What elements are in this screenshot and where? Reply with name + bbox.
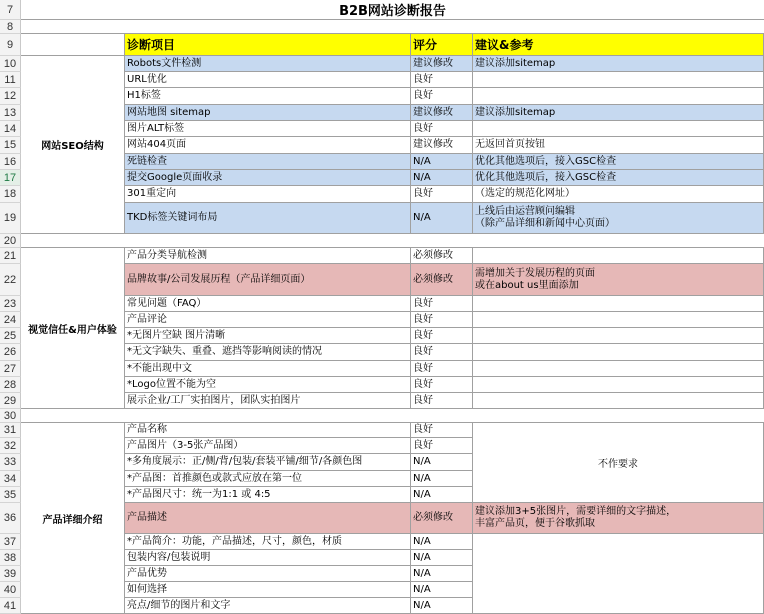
row-number[interactable]: 7 [0, 0, 21, 20]
score-cell[interactable]: 必须修改 [411, 248, 473, 264]
score-cell[interactable]: N/A [411, 550, 473, 566]
item-cell[interactable]: H1标签 [125, 88, 411, 105]
item-cell[interactable]: URL优化 [125, 72, 411, 88]
score-cell[interactable]: 良好 [411, 312, 473, 328]
item-cell[interactable]: 产品描述 [125, 503, 411, 534]
header-row [0, 34, 764, 56]
advice-cell[interactable]: 优化其他选项后，接入GSC检查 [473, 170, 764, 186]
row-number[interactable]: 26 [0, 344, 21, 361]
score-cell[interactable]: 必须修改 [411, 503, 473, 534]
advice-line: （除产品详细和新闻中心页面） [475, 218, 615, 229]
advice-cell[interactable] [473, 344, 764, 361]
score-cell[interactable]: 良好 [411, 361, 473, 377]
row-number[interactable]: 36 [0, 503, 21, 534]
item-cell[interactable]: 网站404页面 [125, 137, 411, 154]
score-cell[interactable]: N/A [411, 154, 473, 170]
score-cell[interactable]: N/A [411, 534, 473, 550]
advice-cell[interactable] [473, 264, 764, 296]
row-number[interactable]: 32 [0, 438, 21, 454]
advice-cell[interactable]: 无返回首页按钮 [473, 137, 764, 154]
header-score[interactable]: 评分 [411, 34, 473, 56]
advice-cell[interactable] [473, 393, 764, 409]
score-cell[interactable]: N/A [411, 598, 473, 614]
group-label-trust[interactable]: 视觉信任&用户体验 [21, 248, 125, 409]
advice-line: 上线后由运营顾问编辑 [475, 206, 575, 217]
row-number[interactable]: 34 [0, 471, 21, 487]
score-cell[interactable]: 良好 [411, 377, 473, 393]
item-cell[interactable]: *不能出现中文 [125, 361, 411, 377]
row-number[interactable]: 16 [0, 154, 21, 170]
row-number[interactable]: 30 [0, 409, 21, 423]
item-cell[interactable]: 包装内容/包装说明 [125, 550, 411, 566]
row-number[interactable]: 10 [0, 56, 21, 72]
item-cell[interactable]: 产品分类导航检测 [125, 248, 411, 264]
row-number[interactable]: 11 [0, 72, 21, 88]
row-number[interactable]: 13 [0, 105, 21, 121]
row-number[interactable]: 33 [0, 454, 21, 471]
score-cell[interactable]: 良好 [411, 186, 473, 203]
sheet-row [0, 20, 764, 34]
header-cell-empty[interactable] [21, 34, 125, 56]
group-label-seo[interactable]: 网站SEO结构 [21, 56, 125, 234]
advice-cell[interactable] [473, 328, 764, 344]
merged-empty-cell[interactable] [473, 534, 764, 614]
item-cell[interactable]: 网站地图 sitemap [125, 105, 411, 121]
score-cell[interactable]: 必须修改 [411, 264, 473, 296]
score-cell[interactable]: 良好 [411, 88, 473, 105]
score-cell[interactable]: 良好 [411, 438, 473, 454]
advice-line: 需增加关于发展历程的页面 [475, 267, 595, 279]
sheet-row [0, 234, 764, 248]
row-number[interactable]: 20 [0, 234, 21, 248]
score-cell[interactable]: N/A [411, 487, 473, 503]
advice-cell[interactable]: 建议添加sitemap [473, 56, 764, 72]
item-cell[interactable]: 产品评论 [125, 312, 411, 328]
item-cell[interactable]: *产品简介：功能，产品描述，尺寸，颜色，材质 [125, 534, 411, 550]
item-cell[interactable]: *无图片空缺 图片清晰 [125, 328, 411, 344]
sheet-row [0, 0, 764, 20]
row-number[interactable]: 12 [0, 88, 21, 105]
score-cell[interactable]: N/A [411, 203, 473, 234]
score-cell[interactable]: 良好 [411, 121, 473, 137]
advice-cell[interactable]: （选定的规范化网址） [473, 186, 764, 203]
advice-cell[interactable] [473, 361, 764, 377]
score-cell[interactable]: 良好 [411, 296, 473, 312]
score-cell[interactable]: 建议修改 [411, 137, 473, 154]
group-label-product[interactable]: 产品详细介绍 [21, 423, 125, 614]
empty-row[interactable] [21, 234, 764, 248]
row-number[interactable]: 37 [0, 534, 21, 550]
row-number[interactable]: 27 [0, 361, 21, 377]
row-number[interactable]: 39 [0, 566, 21, 582]
item-cell[interactable]: 品牌故事/公司发展历程（产品详细页面） [125, 264, 411, 296]
row-number[interactable]: 35 [0, 487, 21, 503]
item-cell[interactable]: *多角度展示：正/侧/背/包装/套装平铺/细节/各颜色图 [125, 454, 411, 471]
advice-line: 或在about us里面添加 [475, 279, 579, 291]
row-number[interactable]: 21 [0, 248, 21, 264]
row-number[interactable]: 14 [0, 121, 21, 137]
empty-row[interactable] [21, 20, 764, 34]
advice-cell[interactable] [473, 377, 764, 393]
score-cell[interactable]: N/A [411, 566, 473, 582]
item-cell[interactable]: 展示企业/工厂实拍图片，团队实拍图片 [125, 393, 411, 409]
item-cell[interactable]: *产品图尺寸：统一为1:1 或 4:5 [125, 487, 411, 503]
advice-cell[interactable] [473, 248, 764, 264]
row-number[interactable]: 22 [0, 264, 21, 296]
advice-cell[interactable]: 建议添加sitemap [473, 105, 764, 121]
item-cell[interactable]: 301重定向 [125, 186, 411, 203]
row-number[interactable]: 29 [0, 393, 21, 409]
advice-line: 建议添加3+5张图片，需要详细的文字描述， [475, 506, 677, 517]
score-cell[interactable]: N/A [411, 170, 473, 186]
merged-note-cell[interactable]: 不作要求 [473, 423, 764, 503]
item-cell[interactable]: *Logo位置不能为空 [125, 377, 411, 393]
empty-row[interactable] [21, 409, 764, 423]
row-number[interactable]: 24 [0, 312, 21, 328]
item-cell[interactable]: 如何选择 [125, 582, 411, 598]
advice-line: 丰富产品页，便于谷歌抓取 [475, 518, 595, 529]
advice-cell[interactable] [473, 72, 764, 88]
score-cell[interactable]: N/A [411, 582, 473, 598]
row-number[interactable]: 31 [0, 423, 21, 438]
item-cell[interactable]: *无文字缺失、重叠、遮挡等影响阅读的情况 [125, 344, 411, 361]
advice-cell[interactable] [473, 312, 764, 328]
row-number[interactable]: 15 [0, 137, 21, 154]
row-number[interactable]: 19 [0, 203, 21, 234]
row-number[interactable]: 23 [0, 296, 21, 312]
row-number[interactable]: 18 [0, 186, 21, 203]
advice-cell[interactable]: 优化其他选项后，接入GSC检查 [473, 154, 764, 170]
row-number[interactable]: 8 [0, 20, 21, 34]
item-cell[interactable]: 产品名称 [125, 423, 411, 438]
row-number[interactable]: 17 [0, 170, 21, 186]
score-cell[interactable]: 良好 [411, 393, 473, 409]
header-advice[interactable]: 建议&参考 [473, 34, 764, 56]
report-title[interactable]: B2B网站诊断报告 [21, 0, 764, 20]
advice-cell[interactable] [473, 296, 764, 312]
advice-cell[interactable] [473, 121, 764, 137]
score-cell[interactable]: N/A [411, 454, 473, 471]
row-number[interactable]: 25 [0, 328, 21, 344]
score-cell[interactable]: 良好 [411, 423, 473, 438]
advice-cell[interactable] [473, 203, 764, 234]
item-cell[interactable]: *产品图：首推颜色或款式应放在第一位 [125, 471, 411, 487]
advice-cell[interactable] [473, 88, 764, 105]
item-cell[interactable]: 图片ALT标签 [125, 121, 411, 137]
sheet-row [0, 409, 764, 423]
header-item[interactable]: 诊断项目 [125, 34, 411, 56]
item-cell[interactable]: 亮点/细节的图片和文字 [125, 598, 411, 614]
advice-cell[interactable] [473, 503, 764, 534]
score-cell[interactable]: N/A [411, 471, 473, 487]
row-number[interactable]: 40 [0, 582, 21, 598]
score-cell[interactable]: 建议修改 [411, 56, 473, 72]
item-cell[interactable]: 产品图片（3-5张产品图） [125, 438, 411, 454]
item-cell[interactable]: 提交Google页面收录 [125, 170, 411, 186]
item-cell[interactable]: 死链检查 [125, 154, 411, 170]
item-cell[interactable]: 产品优势 [125, 566, 411, 582]
score-cell[interactable]: 建议修改 [411, 105, 473, 121]
score-cell[interactable]: 良好 [411, 344, 473, 361]
row-number[interactable]: 28 [0, 377, 21, 393]
item-cell[interactable]: 常见问题（FAQ） [125, 296, 411, 312]
row-number[interactable]: 9 [0, 34, 21, 56]
item-cell[interactable]: TKD标签关键词布局 [125, 203, 411, 234]
score-cell[interactable]: 良好 [411, 328, 473, 344]
row-number[interactable]: 38 [0, 550, 21, 566]
score-cell[interactable]: 良好 [411, 72, 473, 88]
item-cell[interactable]: Robots文件检测 [125, 56, 411, 72]
row-number[interactable]: 41 [0, 598, 21, 614]
